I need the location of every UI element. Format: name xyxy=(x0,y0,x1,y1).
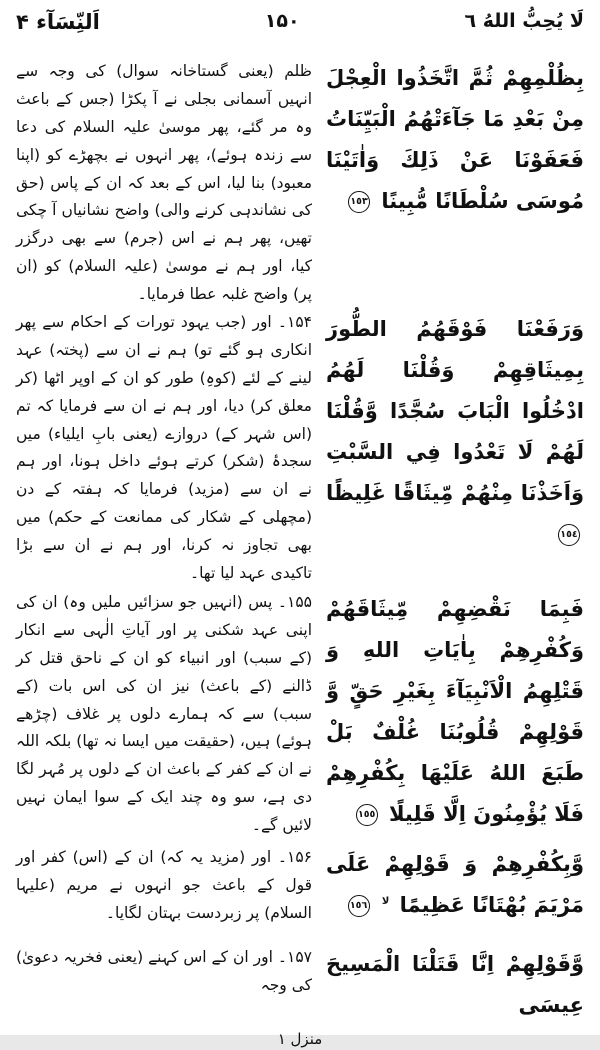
arabic-text: فَبِمَا نَقْضِهِمْ مِّيثَاقَهُمْ وَكُفْرِهِمْ بِاٰيَاتِ اللهِ وَ قَتْلِهِمُ الْاَنْبِيَآءَ بِغَيْرِ حَقٍّ وَّ قَوْلِهِمْ قُلُوبُنَا غُلْفٌ بَلْ طَبَعَ اللهُ عَلَيْهَا بِكُفْرِهِمْ فَلَا يُؤْمِنُونَ اِلَّا قَلِيلًا xyxy=(326,597,584,826)
arabic-verse-157 xyxy=(326,944,584,1026)
verse-row-155 xyxy=(16,589,584,844)
verse-row-156 xyxy=(16,844,584,944)
waqf-sign: لا xyxy=(381,895,390,907)
urdu-translation-155: ۱۵۵۔ پس (انہیں جو سزائیں ملیں وہ) ان کی اپنی عہد شکنی پر اور آیاتِ الٰہی سے انکار (کے سبب) اور انبیاء کو ان کے ناحق قتل کر ڈالنے (کے باعث) نیز ان کی اس بات (کے سبب) سے کہ ہمارے دلوں پر غلاف (چڑھے ہوئے) ہیں، (حقیقت میں ایسا نہ تھا) بلکہ اللہ نے ان کے کفر کے باعث ان کے دلوں پر مُہر لگا دی ہے، سو وہ چند ایک کے سوا ایمان نہیں لائیں گے۔ xyxy=(16,593,312,835)
arabic-verse-154 xyxy=(326,309,584,555)
urdu-translation-154: ۱۵۴۔ اور (جب یہود تورات کے احکام سے پھر انکاری ہو گئے تو) ہم نے ان سے (پختہ) عہد لینے کے لئے (کوہِ) طور کو ان کے اوپر اٹھا (کر معلق کر) دیا، اور ہم نے ان سے فرمایا کہ تم (اس شہر کے) دروازے (یعنی بابِ ایلیاء) میں سجدۂ (شکر) کرتے ہوئے داخل ہونا، اور ہم نے ان سے (مزید) فرمایا کہ ہفتہ کے دن (مچھلی کے شکار کی ممانعت کے حکم) میں بھی تجاوز نہ کرنا، اور ہم نے ان سے بڑا تاکیدی عہد لیا تھا۔ xyxy=(16,313,312,583)
manzil-marker: منزل ۱ xyxy=(277,1029,323,1048)
verse-number-medallion: ١٥٥ xyxy=(356,804,378,826)
arabic-verse-156 xyxy=(326,844,584,926)
juz-marker: لَا يُحِبُّ اللهُ ٦ xyxy=(464,10,584,32)
verse-number-medallion: ١٥٦ xyxy=(348,895,370,917)
verse-number-medallion: ١٥٤ xyxy=(558,524,580,546)
urdu-translation-157: ۱۵۷۔ اور ان کے اس کہنے (یعنی فخریہ دعویٰ) کی وجہ xyxy=(16,948,312,994)
arabic-text: وَّبِكُفْرِهِمْ وَ قَوْلِهِمْ عَلَى مَرْيَمَ بُهْتَانًا عَظِيمًا xyxy=(326,852,584,917)
arabic-verse-155 xyxy=(326,589,584,835)
urdu-translation-156: ۱۵۶۔ اور (مزید یہ کہ) ان کے (اس) کفر اور قول کے باعث جو انہوں نے مریم (علیہا السلام) پر زبردست بہتان لگایا۔ xyxy=(16,848,312,922)
arabic-verse-153 xyxy=(326,58,584,222)
verse-row-157 xyxy=(16,944,584,1026)
arabic-text: وَّقَوْلِهِمْ اِنَّا قَتَلْنَا الْمَسِيحَ عِيسَى xyxy=(326,952,584,1017)
arabic-text: بِظُلْمِهِمْ ثُمَّ اتَّخَذُوا الْعِجْلَ مِنْ بَعْدِ مَا جَآءَتْهُمُ الْبَيِّنَاتُ فَعَفَوْنَا عَنْ ذَلِكَ وَاٰتَيْنَا مُوسَى سُلْطَانًا مُّبِينًا xyxy=(326,66,584,213)
page-number: ۱۵۰ xyxy=(264,10,300,32)
page-content xyxy=(16,58,584,1026)
urdu-translation-153: ظلم (یعنی گستاخانہ سوال) کی وجہ سے انہیں آسمانی بجلی نے آ پکڑا (جس کے باعث وہ مر گئے، پھر موسیٰ علیہ السلام کی دعا سے زندہ ہوئے)، پھر انہوں نے بچھڑے کو (اپنا معبود) بنا لیا، اس کے بعد کہ ان کے پاس (حق کی نشاندہی کرنے والی) واضح نشانیاں آ چکی تھیں، پھر ہم نے اس (جرم) سے بھی درگزر کیا، اور ہم نے موسیٰ (علیہ السلام) کو (ان پر) واضح غلبہ عطا فرمایا۔ xyxy=(16,62,312,304)
verse-row-154 xyxy=(16,309,584,589)
surah-title: اَلنِّسَآء ۴ xyxy=(16,10,100,34)
verse-row-153 xyxy=(16,58,584,309)
arabic-text: وَرَفَعْنَا فَوْقَهُمُ الطُّورَ بِمِيثَاقِهِمْ وَقُلْنَا لَهُمُ ادْخُلُوا الْبَابَ سُجَّدًا وَّقُلْنَا لَهُمْ لَا تَعْدُوا فِي السَّبْتِ وَاَخَذْنَا مِنْهُمْ مِّيثَاقًا غَلِيظًا xyxy=(326,317,584,505)
page-header xyxy=(16,10,584,50)
verse-number-medallion: ١٥٣ xyxy=(348,191,370,213)
